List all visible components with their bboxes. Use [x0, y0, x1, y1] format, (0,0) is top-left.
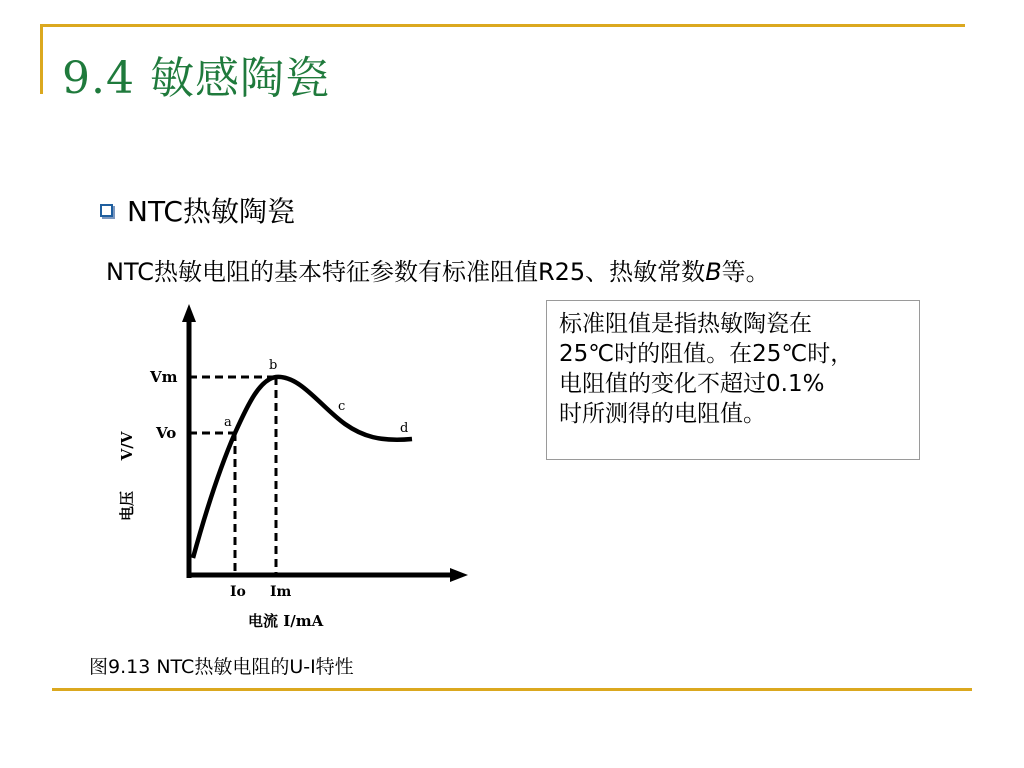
- x-axis-arrow-icon: [450, 568, 468, 582]
- callout-line: 时所测得的电阻值。: [559, 401, 766, 427]
- slide-title: 9.4 敏感陶瓷: [62, 53, 330, 104]
- vo-label: Vo: [156, 424, 177, 442]
- vm-label: Vm: [150, 368, 178, 386]
- callout-line: 电阻值的变化不超过0.1%: [559, 371, 825, 397]
- im-label: Im: [270, 584, 292, 600]
- io-label: Io: [230, 584, 246, 600]
- y-axis-unit-label: V/V: [118, 431, 136, 461]
- point-label-c: c: [338, 399, 346, 414]
- point-label-a: a: [224, 415, 232, 430]
- x-axis-label: 电流 I/mA: [248, 612, 324, 630]
- y-axis-arrow-icon: [182, 304, 196, 322]
- intro-text-before: NTC热敏电阻的基本特征参数有标准阻值R25、热敏常数: [106, 258, 706, 286]
- bottom-accent-rule: [52, 688, 972, 691]
- callout-line: 25℃时的阻值。在25℃时，: [559, 341, 854, 367]
- ui-curve: [193, 377, 412, 558]
- definition-callout-box: [546, 300, 920, 460]
- point-label-b: b: [269, 358, 278, 373]
- y-axis-label: 电压: [118, 490, 136, 522]
- bullet-text: NTC热敏陶瓷: [127, 195, 295, 228]
- intro-symbol: B: [705, 258, 722, 286]
- guide-lines: [189, 377, 276, 575]
- intro-text-after: 等。: [721, 258, 770, 286]
- top-accent-rule: [40, 24, 965, 27]
- callout-line: 标准阻值是指热敏陶瓷在: [559, 311, 812, 337]
- intro-paragraph: [106, 252, 770, 287]
- bullet-item: [100, 190, 295, 230]
- square-bullet-icon: [100, 204, 113, 217]
- ui-characteristic-figure: [100, 296, 480, 638]
- left-accent-rule: [40, 24, 43, 94]
- point-label-d: d: [400, 421, 409, 436]
- figure-caption: 图9.13 NTC热敏电阻的U-I特性: [89, 656, 354, 678]
